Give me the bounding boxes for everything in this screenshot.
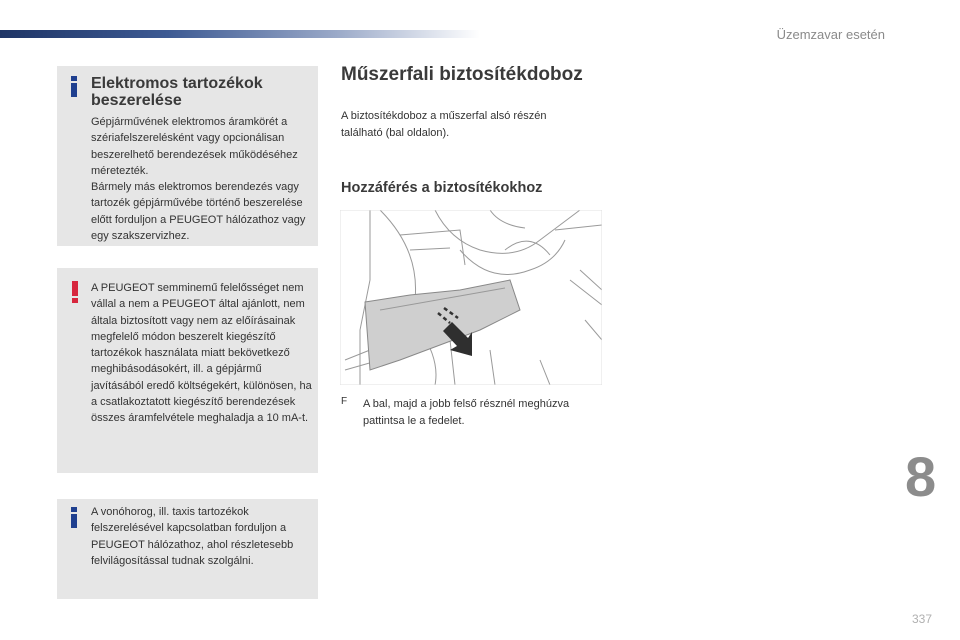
intro-paragraph: A biztosítékdoboz a műszerfal alsó részén található (bal oldalon). [341, 110, 547, 139]
instruction-text: A bal, majd a jobb felső résznél meghúzva pattintsa le a fedelet. [363, 398, 570, 427]
warning-box-text: A PEUGEOT semminemű felelősséget nem vállal a nem a PEUGEOT által ajánlott, nem általa biztosított vagy nem az előírásainak megfelelő módon beszerelt kiegészítő tartozékok használata miatt bekövetkező meghibásodásokért, ill. a gépjármű javításából eredő költségekért, különösen, ha a csatlakoztatott kiegészítő berendezések összes áramfelvétele meghaladja a 10 mA-t. [91, 282, 312, 425]
info-icon [70, 76, 78, 97]
bullet-marker: F [341, 396, 348, 407]
header-gradient-bar [0, 30, 480, 38]
fusebox-illustration [340, 210, 602, 385]
page-title: Műszerfali biztosítékdoboz [341, 64, 583, 85]
towbar-box-text: A vonóhorog, ill. taxis tartozékok felszerelésével kapcsolatban forduljon a PEUGEOT hálózathoz, ahol részletesebb felvilágosítással tudnak szolgálni. [91, 506, 294, 567]
info-box-title: Elektromos tartozékok beszerelése [91, 75, 263, 109]
warning-icon [71, 281, 78, 303]
info-icon [70, 507, 78, 528]
chapter-number: 8 [905, 445, 937, 508]
info-box-text: Gépjárművének elektromos áramkörét a szériafelszerelésként vagy opcionálisan beszerelhető berendezések működéséhez méretezték. Bármely más elektromos berendezés vagy tartozék gépjárművébe történő beszerelése előtt forduljon a PEUGEOT hálózathoz vagy egy szakszervizhez. [91, 116, 306, 243]
subsection-title: Hozzáférés a biztosítékokhoz [341, 180, 543, 196]
page-number: 337 [912, 612, 933, 626]
section-title: Üzemzavar esetén [776, 27, 885, 42]
